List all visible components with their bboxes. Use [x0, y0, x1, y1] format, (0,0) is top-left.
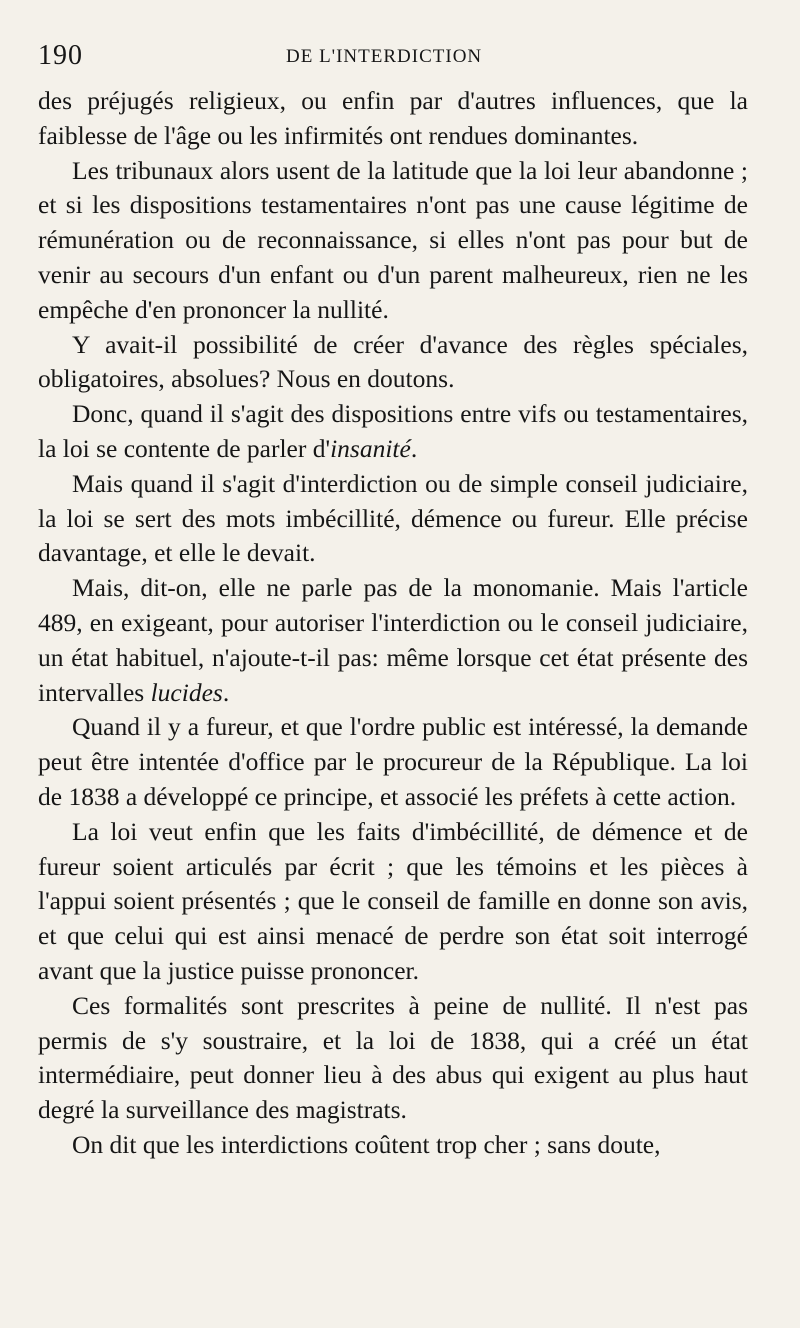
paragraph-text: Donc, quand il s'agit des dispositions entre vifs ou testamentaires, la loi se contente de parler d' [38, 399, 748, 463]
page-header [38, 40, 748, 80]
body-text [38, 84, 748, 1163]
paragraph-text: . [222, 677, 230, 707]
paragraph [38, 571, 748, 710]
paragraph: Y avait-il possibilité de créer d'avance des règles spéciales, obligatoires, absolues? Nous en doutons. [38, 329, 748, 394]
paragraph-text: . [410, 433, 418, 463]
running-title: DE L'INTERDICTION [286, 46, 483, 67]
paragraph: On dit que les interdictions coûtent trop cher ; sans doute, [72, 1129, 661, 1159]
paragraph: des préjugés religieux, ou enfin par d'autres influences, que la faiblesse de l'âge ou les infirmités ont rendues dominantes. [38, 86, 748, 150]
italic-term: insanité [330, 433, 411, 463]
paragraph: Quand il y a fureur, et que l'ordre public est intéressé, la demande peut être intentée d'office par le procureur de la République. La loi de 1838 a développé ce principe, et associé les préfets à cette action. [38, 712, 748, 811]
paragraph [38, 397, 748, 467]
page-number: 190 [38, 40, 83, 71]
paragraph: Mais quand il s'agit d'interdiction ou de simple conseil judiciaire, la loi se sert des mots imbécillité, démence ou fureur. Elle précise davantage, et elle le devait. [38, 468, 748, 568]
italic-term: lucides [150, 677, 223, 707]
paragraph: Ces formalités sont prescrites à peine de nullité. Il n'est pas permis de s'y soustraire, et la loi de 1838, qui a créé un état intermédiaire, peut donner lieu à des abus qui exigent au plus haut degré la surveillance des magistrats. [38, 990, 748, 1125]
paragraph: La loi veut enfin que les faits d'imbécillité, de démence et de fureur soient articulés par écrit ; que les témoins et les pièces à l'appui soient présentés ; que le conseil de famille en donne son avis, et que celui qui est ainsi menacé de perdre son état soit interrogé avant que la justice puisse prononcer. [38, 816, 748, 985]
paragraph: Les tribunaux alors usent de la latitude que la loi leur abandonne ; et si les dispositions testamentaires n'ont pas une cause légitime de rémunération ou de reconnaissance, si elles n'ont pas pour but de venir au secours d'un enfant ou d'un parent malheureux, rien ne les empêche d'en prononcer la nullité. [38, 155, 748, 324]
paragraph-text: Mais, dit-on, elle ne parle pas de la monomanie. Mais l'article 489, en exigeant, pour autoriser l'interdiction ou le conseil judiciaire, un état habituel, n'ajoute-t-il pas: même lorsque cet état présente des intervalles [38, 573, 748, 707]
